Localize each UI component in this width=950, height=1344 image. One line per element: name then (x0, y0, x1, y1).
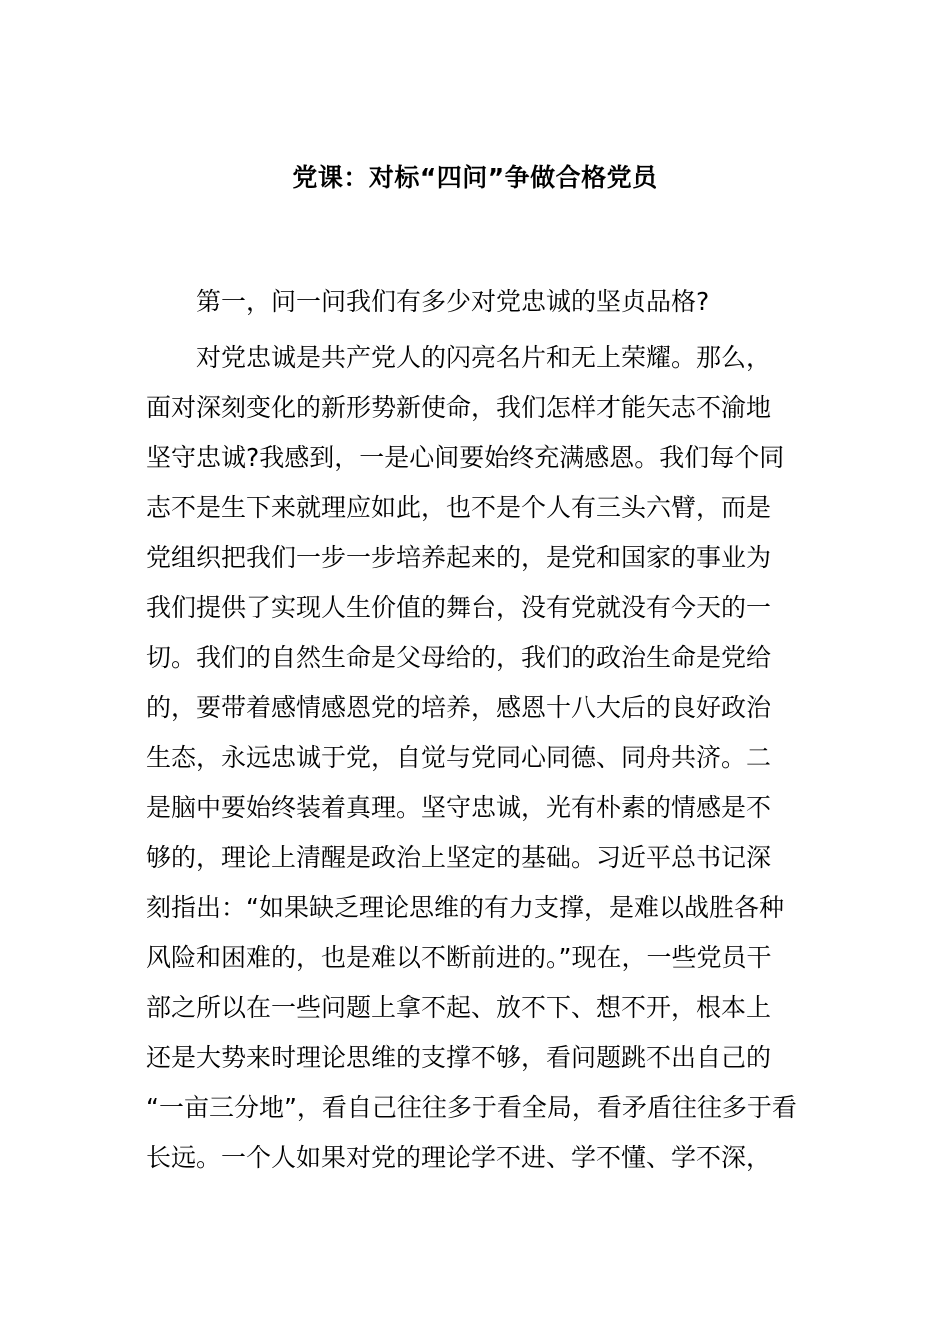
paragraph-line: 党组织把我们一步一步培养起来的，是党和国家的事业为 (146, 543, 772, 572)
body-paragraph (146, 333, 806, 1183)
paragraph-line: 生态，永远忠诚于党，自觉与党同心同德、同舟共济。二 (146, 743, 772, 772)
paragraph-line: 切。我们的自然生命是父母给的，我们的政治生命是党给 (146, 643, 772, 672)
paragraph-line: 够的，理论上清醒是政治上坚定的基础。习近平总书记深 (146, 843, 772, 872)
paragraph-line: 还是大势来时理论思维的支撑不够，看问题跳不出自己的 (146, 1043, 772, 1072)
paragraph-line: 坚守忠诚?我感到，一是心间要始终充满感恩。我们每个同 (146, 443, 785, 472)
paragraph-line: 志不是生下来就理应如此，也不是个人有三头六臂，而是 (146, 493, 772, 522)
paragraph-line: 部之所以在一些问题上拿不起、放不下、想不开，根本上 (146, 993, 772, 1022)
paragraph-line: 对党忠诚是共产党人的闪亮名片和无上荣耀。那么， (196, 343, 772, 372)
paragraph-line: 风险和困难的，也是难以不断前进的。”现在，一些党员干 (146, 943, 772, 972)
paragraph-line: “一亩三分地”，看自己往往多于看全局，看矛盾往往多于看 (146, 1093, 797, 1122)
paragraph-line: 是脑中要始终装着真理。坚守忠诚，光有朴素的情感是不 (146, 793, 772, 822)
paragraph-line: 长远。一个人如果对党的理论学不进、学不懂、学不深， (146, 1143, 772, 1172)
paragraph-line: 面对深刻变化的新形势新使命，我们怎样才能矢志不渝地 (146, 393, 772, 422)
paragraph-line: 刻指出：“如果缺乏理论思维的有力支撑，是难以战胜各种 (146, 893, 784, 922)
document-title: 党课：对标“四问”争做合格党员 (292, 163, 658, 192)
paragraph-line: 的，要带着感情感恩党的培养，感恩十八大后的良好政治 (146, 693, 772, 722)
paragraph-line: 我们提供了实现人生价值的舞台，没有党就没有今天的一 (146, 593, 772, 622)
section-heading: 第一，问一问我们有多少对党忠诚的坚贞品格? (196, 287, 710, 316)
